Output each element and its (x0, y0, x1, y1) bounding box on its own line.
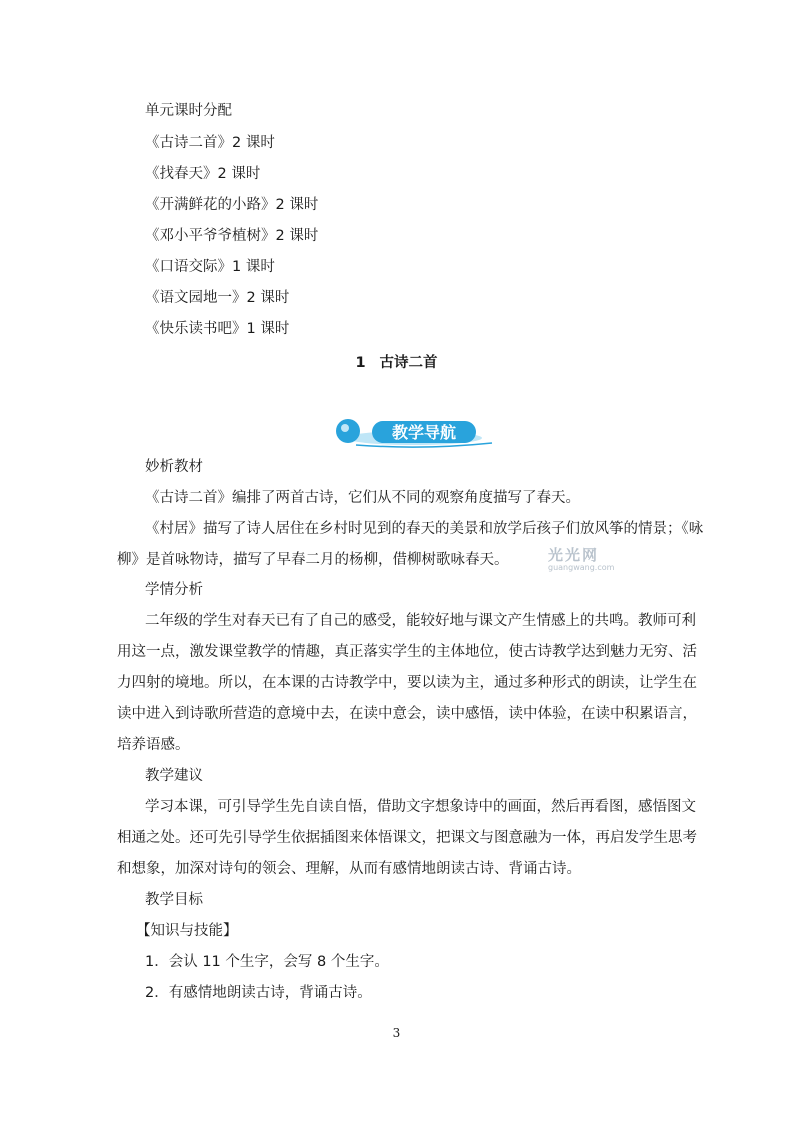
section-heading: 妙析教材 (145, 459, 203, 475)
paragraph-line: 柳》是首咏物诗，描写了早春二月的杨柳，借柳树歌咏春天。 (117, 552, 509, 568)
allocation-item: 《口语交际》1 课时 (145, 259, 275, 275)
banner-text: 教学导航 (391, 423, 457, 442)
lesson-title (0, 351, 793, 372)
subsection-heading: 【知识与技能】 (136, 923, 238, 939)
paragraph-line: 读中进入到诗歌所营造的意境中去，在读中意会，读中感悟，读中体验，在读中积累语言， (117, 706, 697, 722)
paragraph-line: 培养语感。 (117, 737, 190, 753)
watermark-url: guangwang.com (548, 563, 615, 572)
paragraph-line: 和想象，加深对诗句的领会、理解，从而有感情地朗读古诗、背诵古诗。 (117, 861, 581, 877)
allocation-item: 《快乐读书吧》1 课时 (145, 321, 290, 337)
allocation-item: 《找春天》2 课时 (145, 166, 261, 182)
goal-item: 2．有感情地朗读古诗，背诵古诗。 (145, 985, 372, 1001)
paragraph-line: 相通之处。还可先引导学生依据插图来体悟课文，把课文与图意融为一体，再启发学生思考 (117, 830, 697, 846)
paragraph-line: 二年级的学生对春天已有了自己的感受，能较好地与课文产生情感上的共鸣。教师可利 (145, 613, 696, 629)
goal-item: 1．会认 11 个生字，会写 8 个生字。 (145, 954, 389, 970)
paragraph-line: 《古诗二首》编排了两首古诗，它们从不同的观察角度描写了春天。 (145, 490, 580, 506)
section-heading: 教学目标 (145, 892, 203, 908)
paragraph-line: 力四射的境地。所以，在本课的古诗教学中，要以读为主，通过多种形式的朗读，让学生在 (117, 675, 697, 691)
teaching-guide-banner (334, 412, 494, 450)
section-heading: 教学建议 (145, 768, 203, 784)
lesson-title-text: 古诗二首 (379, 355, 438, 371)
watermark-text: 光光网 (548, 546, 600, 564)
allocation-item: 《开满鲜花的小路》2 课时 (145, 197, 319, 213)
section-heading: 学情分析 (145, 582, 203, 598)
allocation-heading: 单元课时分配 (145, 103, 232, 119)
watermark-logo (548, 546, 615, 574)
allocation-item: 《古诗二首》2 课时 (145, 135, 275, 151)
paragraph-line: 用这一点，激发课堂教学的情趣，真正落实学生的主体地位，使古诗教学达到魅力无穷、活 (117, 644, 697, 660)
allocation-item: 《邓小平爷爷植树》2 课时 (145, 228, 319, 244)
page-number: 3 (392, 1026, 401, 1040)
lesson-number: 1 (355, 355, 366, 371)
paragraph-line: 学习本课，可引导学生先自读自悟，借助文字想象诗中的画面，然后再看图，感悟图文 (145, 799, 696, 815)
allocation-item: 《语文园地一》2 课时 (145, 290, 290, 306)
paragraph-line: 《村居》描写了诗人居住在乡村时见到的春天的美景和放学后孩子们放风筝的情景；《咏 (145, 521, 704, 537)
